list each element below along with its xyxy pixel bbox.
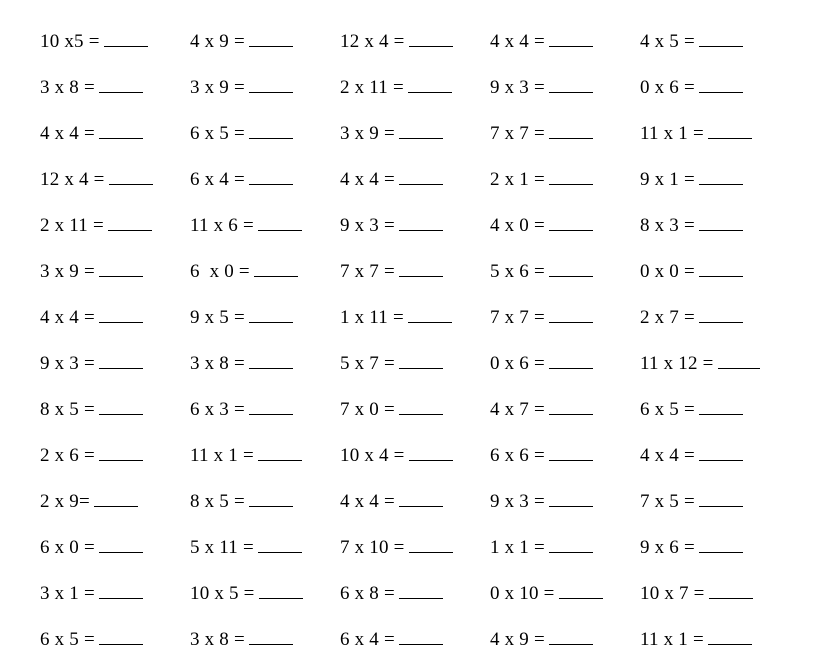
answer-blank — [258, 533, 302, 553]
problem-text: 6 x 5 = — [640, 399, 695, 420]
problem-text: 4 x 9 = — [490, 629, 545, 650]
problem-text: 10 x 4 = — [340, 445, 405, 466]
answer-blank — [549, 395, 593, 415]
answer-blank — [699, 257, 743, 277]
problem-text: 4 x 4 = — [340, 169, 395, 190]
problem — [190, 625, 293, 651]
problem — [40, 211, 152, 237]
problem — [340, 625, 443, 651]
problem — [190, 73, 293, 99]
answer-blank — [399, 349, 443, 369]
problem-row — [0, 487, 816, 533]
answer-blank — [249, 165, 293, 185]
problem-text: 6 x 8 = — [340, 583, 395, 604]
answer-blank — [104, 27, 148, 47]
problem-row — [0, 441, 816, 487]
answer-blank — [99, 257, 143, 277]
problem — [340, 211, 443, 237]
problem-text: 3 x 9 = — [40, 261, 95, 282]
answer-blank — [549, 533, 593, 553]
problem — [490, 487, 593, 513]
problem-row — [0, 533, 816, 579]
problem-text: 4 x 0 = — [490, 215, 545, 236]
problem-text: 3 x 9 = — [340, 123, 395, 144]
problem — [490, 533, 593, 559]
problem-text: 0 x 0 = — [640, 261, 695, 282]
problem-text: 2 x 11 = — [340, 77, 404, 98]
problem-text: 11 x 1 = — [190, 445, 254, 466]
answer-blank — [249, 625, 293, 645]
problem — [340, 257, 443, 283]
answer-blank — [99, 303, 143, 323]
problem — [490, 165, 593, 191]
answer-blank — [549, 27, 593, 47]
problem — [640, 257, 743, 283]
problem — [490, 303, 593, 329]
answer-blank — [99, 441, 143, 461]
problem-text: 2 x 1 = — [490, 169, 545, 190]
problem-text: 3 x 8 = — [190, 629, 245, 650]
problem — [490, 625, 593, 651]
problem-text: 5 x 11 = — [190, 537, 254, 558]
answer-blank — [108, 211, 152, 231]
problem — [190, 487, 293, 513]
problem — [340, 73, 452, 99]
problem-text: 6 x 6 = — [490, 445, 545, 466]
problem — [640, 211, 743, 237]
answer-blank — [249, 395, 293, 415]
problem — [340, 395, 443, 421]
problem — [340, 119, 443, 145]
problem-text: 7 x 7 = — [340, 261, 395, 282]
problem-text: 0 x 10 = — [490, 583, 555, 604]
answer-blank — [699, 533, 743, 553]
problem — [340, 441, 453, 467]
answer-blank — [399, 395, 443, 415]
problem-text: 4 x 4 = — [40, 123, 95, 144]
answer-blank — [549, 625, 593, 645]
problem — [340, 487, 443, 513]
problem-row — [0, 73, 816, 119]
problem — [640, 119, 752, 145]
problem-row — [0, 349, 816, 395]
problem — [340, 27, 453, 53]
answer-blank — [699, 211, 743, 231]
problem-text: 6 x 0 = — [40, 537, 95, 558]
answer-blank — [249, 487, 293, 507]
problem-text: 7 x 5 = — [640, 491, 695, 512]
problem — [40, 533, 143, 559]
problem-row — [0, 625, 816, 671]
problem-text: 3 x 8 = — [40, 77, 95, 98]
problem-row — [0, 165, 816, 211]
problem-text: 3 x 1 = — [40, 583, 95, 604]
answer-blank — [109, 165, 153, 185]
problem-text: 10 x5 = — [40, 31, 100, 52]
problem — [340, 579, 443, 605]
answer-blank — [94, 487, 138, 507]
problem-text: 4 x 4 = — [340, 491, 395, 512]
answer-blank — [99, 73, 143, 93]
answer-blank — [549, 165, 593, 185]
problem-text: 12 x 4 = — [40, 169, 105, 190]
problem — [40, 73, 143, 99]
answer-blank — [399, 257, 443, 277]
problem-text: 11 x 12 = — [640, 353, 714, 374]
problem-text: 0 x 6 = — [640, 77, 695, 98]
problem — [40, 303, 143, 329]
problem-text: 7 x 0 = — [340, 399, 395, 420]
problem-text: 2 x 11 = — [40, 215, 104, 236]
problem — [490, 119, 593, 145]
answer-blank — [549, 73, 593, 93]
problem — [40, 349, 143, 375]
problem-text: 10 x 5 = — [190, 583, 255, 604]
problem-row — [0, 395, 816, 441]
answer-blank — [699, 441, 743, 461]
answer-blank — [259, 579, 303, 599]
answer-blank — [699, 303, 743, 323]
answer-blank — [99, 533, 143, 553]
problem — [640, 625, 752, 651]
problem — [40, 257, 143, 283]
answer-blank — [409, 533, 453, 553]
answer-blank — [254, 257, 298, 277]
problem — [190, 165, 293, 191]
problem-text: 9 x 5 = — [190, 307, 245, 328]
problem-text: 4 x 4 = — [640, 445, 695, 466]
problem — [640, 165, 743, 191]
problem-text: 8 x 5 = — [190, 491, 245, 512]
answer-blank — [699, 27, 743, 47]
problem-text: 10 x 7 = — [640, 583, 705, 604]
answer-blank — [699, 487, 743, 507]
problem-text: 3 x 8 = — [190, 353, 245, 374]
problem — [190, 533, 302, 559]
answer-blank — [99, 625, 143, 645]
problem-row — [0, 579, 816, 625]
problem — [640, 487, 743, 513]
answer-blank — [399, 119, 443, 139]
problem — [640, 533, 743, 559]
answer-blank — [249, 119, 293, 139]
problem — [40, 579, 143, 605]
problem-text: 9 x 6 = — [640, 537, 695, 558]
answer-blank — [399, 579, 443, 599]
problem — [190, 441, 302, 467]
problem — [490, 579, 603, 605]
problem — [490, 257, 593, 283]
problem-text: 2 x 7 = — [640, 307, 695, 328]
answer-blank — [699, 73, 743, 93]
problem-text: 6 x 5 = — [40, 629, 95, 650]
answer-blank — [708, 625, 752, 645]
answer-blank — [99, 395, 143, 415]
problem-text: 4 x 4 = — [490, 31, 545, 52]
problem — [40, 27, 148, 53]
problem-text: 5 x 6 = — [490, 261, 545, 282]
problem-text: 6 x 5 = — [190, 123, 245, 144]
problem — [40, 487, 138, 513]
problem — [490, 27, 593, 53]
problem — [490, 349, 593, 375]
answer-blank — [399, 487, 443, 507]
problem-text: 11 x 1 = — [640, 629, 704, 650]
problem — [340, 303, 452, 329]
problem — [640, 395, 743, 421]
answer-blank — [408, 303, 452, 323]
problem — [40, 625, 143, 651]
problem-row — [0, 119, 816, 165]
answer-blank — [399, 165, 443, 185]
answer-blank — [399, 211, 443, 231]
answer-blank — [408, 73, 452, 93]
answer-blank — [249, 27, 293, 47]
problem-text: 4 x 9 = — [190, 31, 245, 52]
answer-blank — [549, 119, 593, 139]
problem — [640, 73, 743, 99]
answer-blank — [699, 395, 743, 415]
answer-blank — [549, 257, 593, 277]
answer-blank — [399, 625, 443, 645]
problem — [190, 119, 293, 145]
problem — [640, 441, 743, 467]
problem-text: 6 x 0 = — [190, 261, 250, 282]
problem — [490, 395, 593, 421]
problem-text: 1 x 11 = — [340, 307, 404, 328]
problem-text: 6 x 4 = — [340, 629, 395, 650]
problem — [190, 579, 303, 605]
answer-blank — [709, 579, 753, 599]
problem — [190, 257, 298, 283]
answer-blank — [409, 27, 453, 47]
answer-blank — [258, 211, 302, 231]
answer-blank — [549, 349, 593, 369]
problem-text: 9 x 3 = — [490, 77, 545, 98]
answer-blank — [99, 119, 143, 139]
problem-text: 11 x 6 = — [190, 215, 254, 236]
problem — [340, 533, 453, 559]
problem-text: 12 x 4 = — [340, 31, 405, 52]
problem-text: 7 x 7 = — [490, 307, 545, 328]
problem — [640, 27, 743, 53]
problem — [490, 211, 593, 237]
problem — [40, 395, 143, 421]
problem — [340, 165, 443, 191]
answer-blank — [258, 441, 302, 461]
problem-text: 11 x 1 = — [640, 123, 704, 144]
problem-text: 5 x 7 = — [340, 353, 395, 374]
problem-text: 2 x 9= — [40, 491, 90, 512]
problem — [640, 303, 743, 329]
problem — [190, 349, 293, 375]
problem — [490, 441, 593, 467]
answer-blank — [549, 441, 593, 461]
problem — [490, 73, 593, 99]
problem-text: 7 x 10 = — [340, 537, 405, 558]
answer-blank — [699, 165, 743, 185]
problem-text: 4 x 4 = — [40, 307, 95, 328]
problem-text: 4 x 5 = — [640, 31, 695, 52]
problem-text: 1 x 1 = — [490, 537, 545, 558]
problem-text: 6 x 4 = — [190, 169, 245, 190]
problem-text: 7 x 7 = — [490, 123, 545, 144]
answer-blank — [559, 579, 603, 599]
answer-blank — [549, 487, 593, 507]
problem-row — [0, 303, 816, 349]
problem — [340, 349, 443, 375]
problem-row — [0, 257, 816, 303]
problem-row — [0, 27, 816, 73]
problem — [40, 165, 153, 191]
problem — [640, 579, 753, 605]
answer-blank — [549, 303, 593, 323]
problem-text: 9 x 3 = — [40, 353, 95, 374]
problem-text: 2 x 6 = — [40, 445, 95, 466]
answer-blank — [409, 441, 453, 461]
problem-text: 8 x 3 = — [640, 215, 695, 236]
answer-blank — [99, 579, 143, 599]
answer-blank — [249, 349, 293, 369]
answer-blank — [708, 119, 752, 139]
problem-text: 3 x 9 = — [190, 77, 245, 98]
problem-text: 9 x 3 = — [490, 491, 545, 512]
problem — [190, 395, 293, 421]
problem-row — [0, 211, 816, 257]
problem — [40, 119, 143, 145]
problem — [640, 349, 760, 375]
problem — [190, 27, 293, 53]
problem — [190, 211, 302, 237]
problem-text: 9 x 3 = — [340, 215, 395, 236]
problem — [40, 441, 143, 467]
answer-blank — [549, 211, 593, 231]
answer-blank — [718, 349, 760, 369]
problem-text: 4 x 7 = — [490, 399, 545, 420]
problem-text: 0 x 6 = — [490, 353, 545, 374]
answer-blank — [249, 73, 293, 93]
problem-text: 6 x 3 = — [190, 399, 245, 420]
answer-blank — [249, 303, 293, 323]
problem-text: 8 x 5 = — [40, 399, 95, 420]
problem-text: 9 x 1 = — [640, 169, 695, 190]
answer-blank — [99, 349, 143, 369]
problem — [190, 303, 293, 329]
